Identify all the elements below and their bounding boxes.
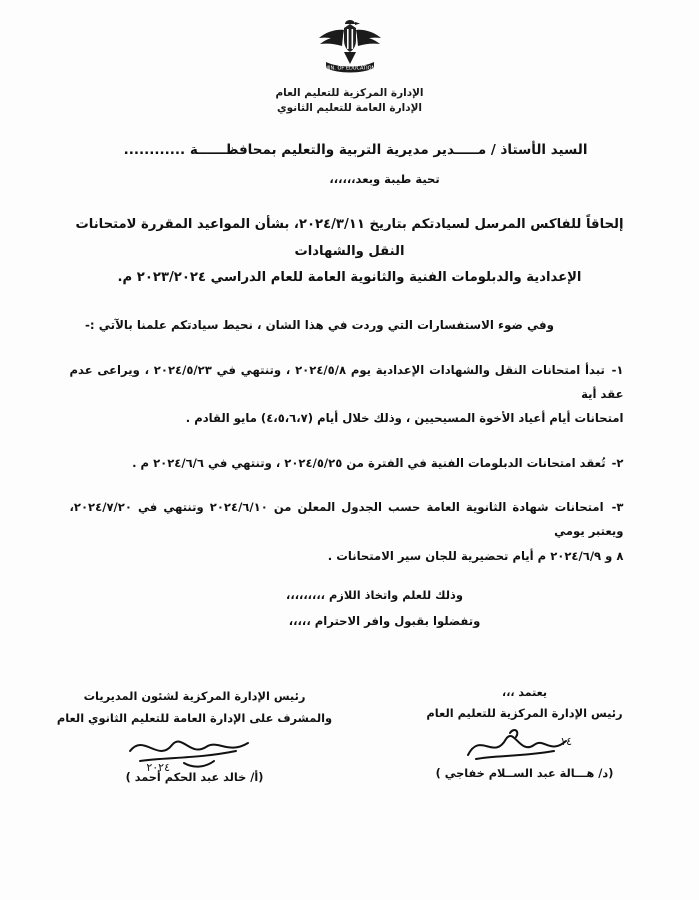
- clause-text-line-1: تبدأ امتحانات النقل والشهادات الإعدادية يوم ٢٠٢٤/٥/٨ ، وتنتهي في ٢٠٢٤/٥/٢٣ ، ويراعى عدم عقد أية: [69, 362, 624, 401]
- clause-item: [70, 495, 630, 568]
- document-body: [70, 116, 630, 628]
- svg-text:MIN. OF EDUCATION: MIN. OF EDUCATION: [324, 65, 375, 72]
- clause-text-line-2: امتحانات أيام أعياد الأخوة المسيحيين ، وذلك خلال أيام (٤،٥،٦،٧) مايو القادم .: [185, 411, 624, 426]
- signatory-title-line-2: والمشرف على الإدارة العامة للتعليم الثانوي العام: [56, 710, 333, 725]
- svg-text:٢٠٢٤: ٢٠٢٤: [145, 761, 170, 774]
- signature-scribble-left: [50, 729, 340, 774]
- organization-lines: [275, 86, 423, 116]
- egypt-eagle-emblem-icon: [314, 18, 386, 80]
- clauses-list: [70, 358, 630, 568]
- approved-label: يعتمد ،،،: [502, 686, 547, 700]
- intro-line: وفي ضوء الاستفسارات التي وردت في هذا الشان ، نحيط سيادتكم علمنا بالآتي :-: [85, 317, 554, 332]
- document-header: [0, 0, 699, 116]
- closing-line-2: وتفضلوا بقبول وافر الاحترام ،،،،،: [288, 614, 481, 629]
- signatory-title-line-1: رئيس الإدارة المركزية لشئون المديريات: [83, 689, 306, 704]
- clause-text-line-1: تُعقد امتحانات الدبلومات الفنية في الفترة من ٢٠٢٤/٥/٢٥ ، وتنتهي في ٢٠٢٤/٦/٦ م .: [132, 455, 606, 470]
- signature-scribble-right: [400, 725, 650, 767]
- org-line-1: الإدارة المركزية للتعليم العام: [275, 87, 424, 99]
- closing-line-1: وذلك للعلم واتخاذ اللازم ،،،،،،،،،: [286, 588, 463, 603]
- clause-number: ٢-: [611, 455, 624, 470]
- signature-block-right: [400, 686, 650, 784]
- subject-line-1: إلحاقاً للفاكس المرسل لسيادتكم بتاريخ ٢٠٢٤/٣/١١، بشأن المواعيد المقررة لامتحانات النقل والشهادات: [75, 217, 624, 259]
- subject-line-2: الإعدادية والدبلومات الفنية والثانوية العامة للعام الدراسي ٢٠٢٣/٢٠٢٤ م.: [117, 270, 582, 286]
- signatory-name: (د/ هـــالة عبد الســلام خفاجي ): [435, 766, 614, 780]
- clause-text-line-2: ٨ و ٢٠٢٤/٦/٩ م أيام تحضيرية للجان سير الامتحانات .: [327, 548, 624, 563]
- org-line-2: الإدارة العامة للتعليم الثانوي: [276, 102, 423, 115]
- addressee-line: السيد الأستاذ / مـــــدير مديرية التربية والتعليم بمحافظــــــة ............: [123, 142, 588, 159]
- handwritten-signature-icon: [400, 725, 650, 769]
- signatory-name: (أ/ خالد عبد الحكم أحمد ): [125, 771, 264, 785]
- svg-text:١٤: ١٤: [559, 734, 572, 748]
- greeting-line: تحية طيبة وبعد،،،،،،: [329, 172, 440, 187]
- clause-number: ٣-: [611, 500, 624, 515]
- signature-area: [50, 686, 650, 784]
- subject-block: [70, 212, 630, 291]
- clause-item: [70, 358, 630, 431]
- clause-number: ١-: [611, 362, 624, 377]
- handwritten-signature-icon: [50, 729, 340, 773]
- signatory-title-line-1: رئيس الإدارة المركزية للتعليم العام: [426, 706, 623, 721]
- signature-block-left: [50, 686, 340, 784]
- clause-item: [70, 451, 630, 475]
- clause-text-line-1: امتحانات شهادة الثانوية العامة حسب الجدول المعلن من ٢٠٢٤/٦/١٠ وتنتهي في ٢٠٢٤/٧/٢٠، ويعتبر يومي: [69, 500, 624, 539]
